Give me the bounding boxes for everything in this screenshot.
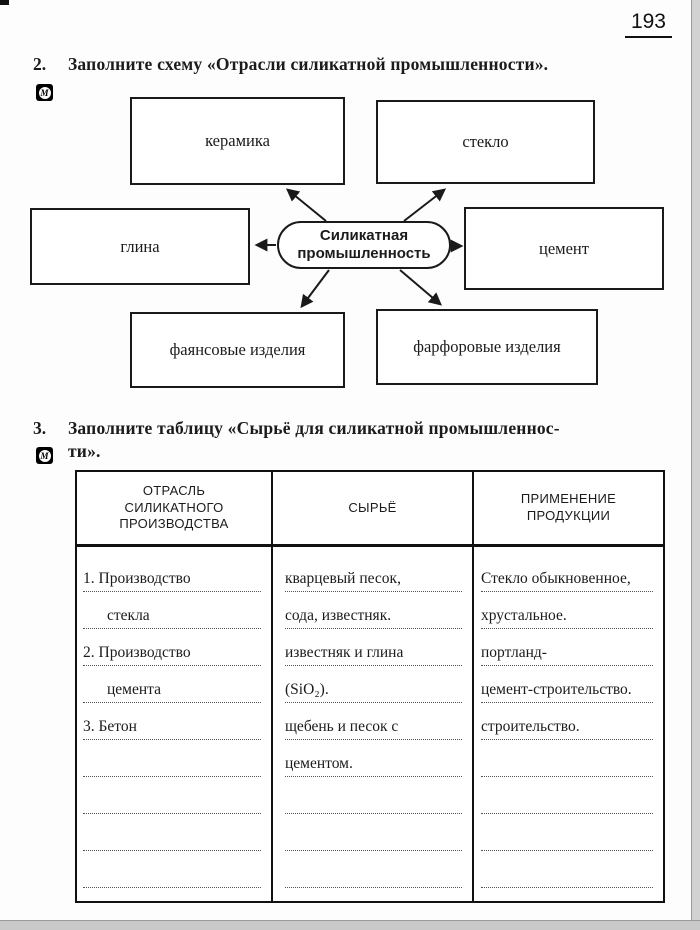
m-letter: М [40,450,49,461]
methodology-icon-task2 [36,84,53,101]
scan-corner-mark [0,0,9,5]
table-row: Стекло обыкновенное, [481,555,653,592]
task3-title-line1: Заполните таблицу «Сырьё для силикатной промышленнос- [68,418,560,438]
table-row: строительство. [481,703,653,740]
table-row [83,740,261,777]
table-column-application [472,547,663,901]
node-label-clay: глина [120,236,160,256]
table-column-raw-material [271,547,472,901]
header-cell-application [472,472,663,544]
table-row [481,814,653,851]
table-row [285,851,462,888]
node-label-glass: стекло [462,132,509,151]
node-label-cement: цемент [539,238,589,258]
table-row: известняк и глина [285,629,462,666]
header-text-industry: ОТРАСЛЬ СИЛИКАТНОГО ПРОИЗВОДСТВА [119,482,229,532]
table-row: 2. Производство [83,629,261,666]
node-label-porcelain: фарфоровые изделия [413,337,561,356]
task3-title-line2: ти». [68,441,101,461]
table-column-industry [77,547,271,901]
node-box-porcelain [376,309,598,385]
table-row [481,851,653,888]
node-box-ceramics [130,97,345,185]
m-letter: М [40,87,49,98]
node-box-cement [464,207,664,290]
center-node-line2: промышленность [297,245,431,262]
header-text-application: ПРИМЕНЕНИЕ ПРОДУКЦИИ [520,491,617,523]
diagram-center-node [277,221,451,269]
methodology-icon-task3 [36,447,53,464]
header-cell-raw-material [271,472,472,544]
scan-edge-right [691,0,700,930]
task2-title: Заполните схему «Отрасли силикатной промышленности». [68,54,549,74]
table-row: щебень и песок с [285,703,462,740]
table-row: (SiO₂). [285,666,462,703]
table-row: кварцевый песок, [285,555,462,592]
table-row: сода, известняк. [285,592,462,629]
table-body [77,547,663,901]
table-row: цемента [83,666,261,703]
table-row [83,814,261,851]
table-row [285,814,462,851]
node-label-faience: фаянсовые изделия [169,340,306,359]
center-node-line1: Силикатная [319,227,409,244]
table-row: 1. Производство [83,555,261,592]
node-box-glass [376,100,595,184]
header-text-raw-material: СЫРЬЁ [348,499,397,515]
table-row [285,777,462,814]
table-header-row [77,472,663,547]
node-box-clay [30,208,250,285]
table-row [83,777,261,814]
table-row: хрустальное. [481,592,653,629]
table-row [83,851,261,888]
node-box-faience [130,312,345,388]
raw-materials-table [75,470,665,903]
header-cell-industry [77,472,271,544]
table-row: стекла [83,592,261,629]
page-number: 193 [625,10,672,38]
task3-number: 3. [33,418,47,438]
table-row: цементом. [285,740,462,777]
task2-number: 2. [33,54,47,74]
table-row: цемент-строительство. [481,666,653,703]
table-row: портланд- [481,629,653,666]
table-row [481,740,653,777]
node-label-ceramics: керамика [205,131,270,150]
table-row [481,777,653,814]
table-row: 3. Бетон [83,703,261,740]
scan-edge-bottom [0,920,700,930]
